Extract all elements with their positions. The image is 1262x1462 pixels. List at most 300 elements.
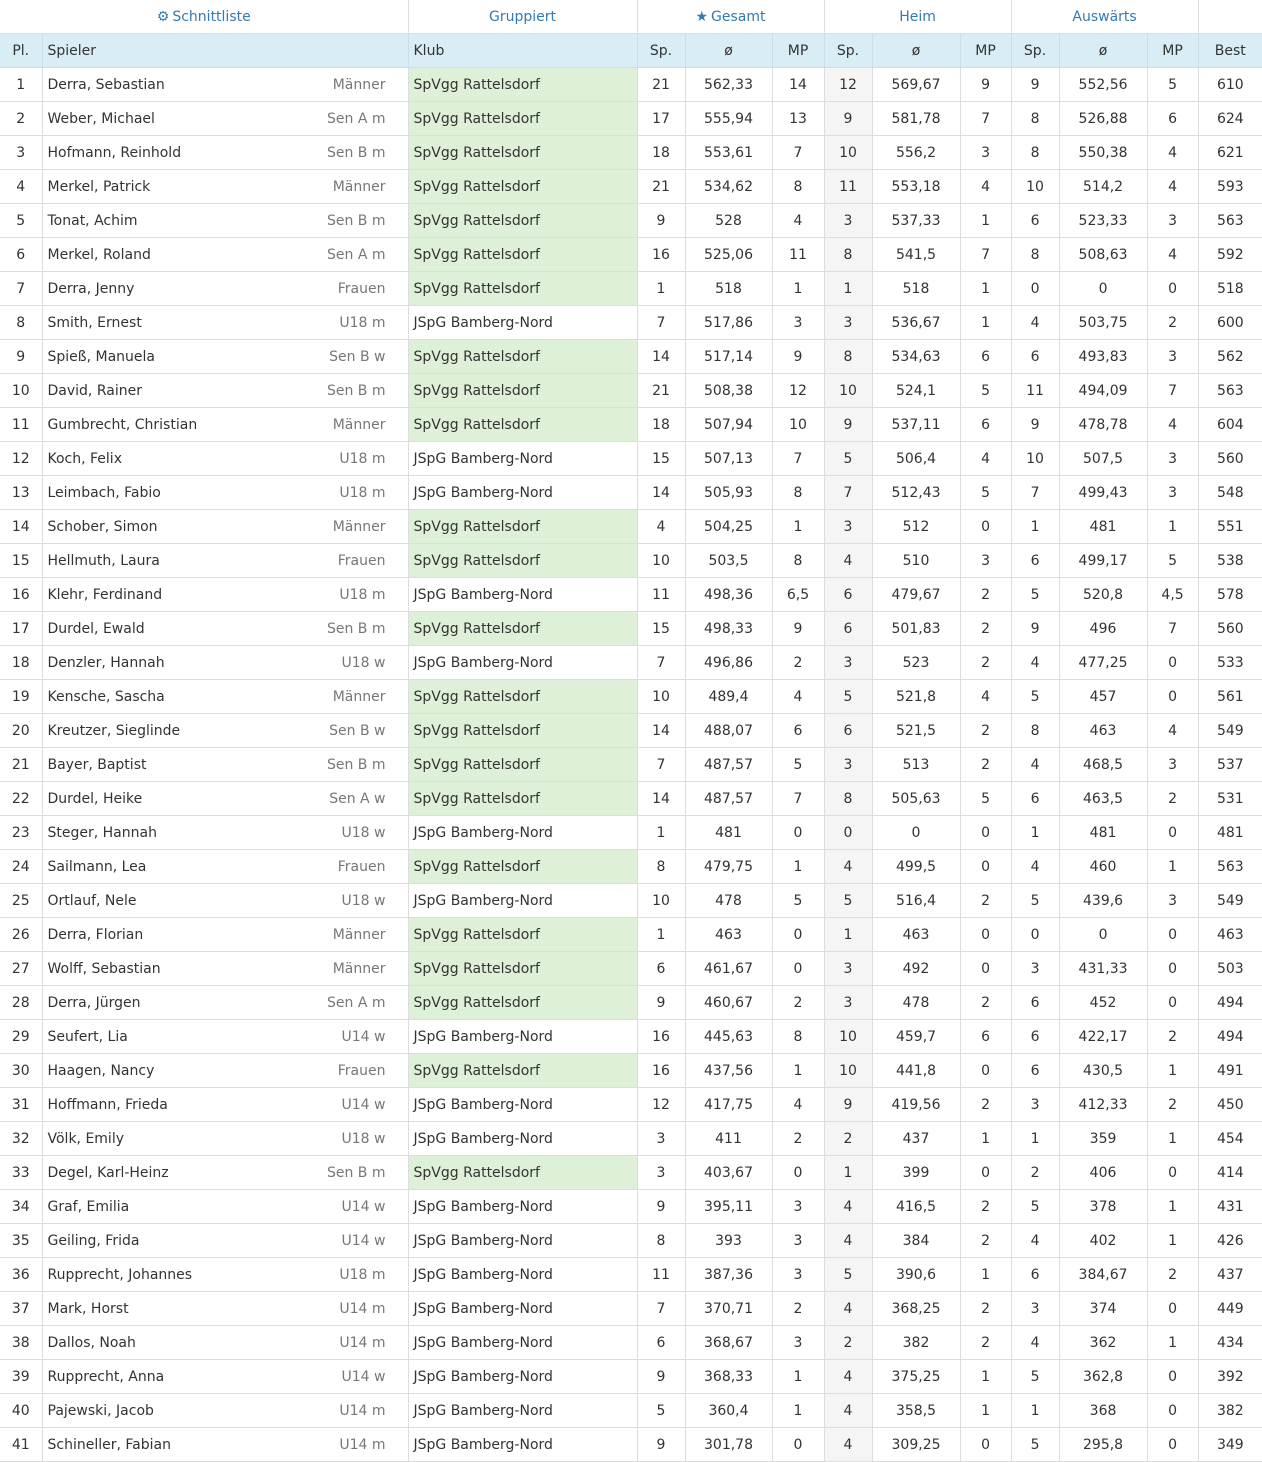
player-name[interactable]: Hofmann, Reinhold xyxy=(47,144,182,161)
player-category: U14 w xyxy=(341,1368,386,1385)
col-header-heim-mp[interactable]: MP xyxy=(960,34,1011,68)
club-cell[interactable]: SpVgg Rattelsdorf xyxy=(408,136,637,170)
best-cell: 414 xyxy=(1198,1156,1262,1190)
heim-sp-cell: 2 xyxy=(824,1122,872,1156)
gesamt-avg-cell: 487,57 xyxy=(685,748,772,782)
auswaerts-avg-cell: 481 xyxy=(1059,510,1147,544)
club-cell[interactable]: SpVgg Rattelsdorf xyxy=(408,510,637,544)
club-cell[interactable]: JSpG Bamberg-Nord xyxy=(408,1122,637,1156)
player-name[interactable]: Schineller, Fabian xyxy=(47,1436,171,1453)
auswaerts-sp-cell: 1 xyxy=(1011,1122,1059,1156)
gesamt-avg-cell: 368,67 xyxy=(685,1326,772,1360)
club-cell[interactable]: JSpG Bamberg-Nord xyxy=(408,1088,637,1122)
heim-mp-cell: 2 xyxy=(960,612,1011,646)
player-name[interactable]: Degel, Karl-Heinz xyxy=(47,1164,169,1181)
heim-sp-cell: 10 xyxy=(824,1054,872,1088)
gesamt-sp-cell: 8 xyxy=(637,850,685,884)
player-name[interactable]: Hellmuth, Laura xyxy=(47,552,160,569)
player-name[interactable]: Steger, Hannah xyxy=(47,824,157,841)
player-name[interactable]: Kreutzer, Sieglinde xyxy=(47,722,181,739)
auswaerts-mp-cell: 0 xyxy=(1147,952,1198,986)
heim-sp-cell: 3 xyxy=(824,306,872,340)
gesamt-avg-cell: 411 xyxy=(685,1122,772,1156)
gesamt-header xyxy=(637,0,824,34)
auswaerts-mp-cell: 5 xyxy=(1147,544,1198,578)
player-category: U18 m xyxy=(339,1266,386,1283)
gesamt-mp-cell: 13 xyxy=(772,102,824,136)
club-cell[interactable]: SpVgg Rattelsdorf xyxy=(408,986,637,1020)
club-cell[interactable]: SpVgg Rattelsdorf xyxy=(408,102,637,136)
club-cell[interactable]: SpVgg Rattelsdorf xyxy=(408,1156,637,1190)
heim-avg-cell: 523 xyxy=(872,646,960,680)
rank-cell: 22 xyxy=(0,782,42,816)
club-cell[interactable]: JSpG Bamberg-Nord xyxy=(408,306,637,340)
gesamt-avg-cell: 504,25 xyxy=(685,510,772,544)
club-cell[interactable]: SpVgg Rattelsdorf xyxy=(408,782,637,816)
player-cell xyxy=(42,306,408,340)
auswaerts-sp-cell: 3 xyxy=(1011,952,1059,986)
player-name[interactable]: Durdel, Ewald xyxy=(47,620,145,637)
auswaerts-mp-cell: 0 xyxy=(1147,680,1198,714)
club-cell[interactable]: SpVgg Rattelsdorf xyxy=(408,1054,637,1088)
rank-cell: 17 xyxy=(0,612,42,646)
player-cell xyxy=(42,170,408,204)
auswaerts-mp-cell: 1 xyxy=(1147,1190,1198,1224)
auswaerts-avg-cell: 295,8 xyxy=(1059,1428,1147,1462)
club-cell[interactable]: JSpG Bamberg-Nord xyxy=(408,816,637,850)
table-row xyxy=(0,1360,1262,1394)
player-category: Sen B m xyxy=(326,620,386,637)
player-category: Männer xyxy=(332,688,386,705)
auswaerts-sp-cell: 5 xyxy=(1011,884,1059,918)
player-name[interactable]: Pajewski, Jacob xyxy=(47,1402,154,1419)
player-name[interactable]: Kensche, Sascha xyxy=(47,688,165,705)
player-name[interactable]: Bayer, Baptist xyxy=(47,756,147,773)
auswaerts-sp-cell: 8 xyxy=(1011,714,1059,748)
player-name[interactable]: Hoffmann, Frieda xyxy=(47,1096,168,1113)
auswaerts-avg-cell: 457 xyxy=(1059,680,1147,714)
auswaerts-sp-cell: 1 xyxy=(1011,1394,1059,1428)
table-row xyxy=(0,102,1262,136)
club-cell[interactable]: JSpG Bamberg-Nord xyxy=(408,1224,637,1258)
col-header-spieler[interactable]: Spieler xyxy=(42,34,408,68)
table-row xyxy=(0,986,1262,1020)
gesamt-sp-cell: 11 xyxy=(637,1258,685,1292)
rank-cell: 10 xyxy=(0,374,42,408)
auswaerts-avg-cell: 503,75 xyxy=(1059,306,1147,340)
heim-mp-cell: 2 xyxy=(960,1326,1011,1360)
player-category: Sen B m xyxy=(326,756,386,773)
rank-cell: 32 xyxy=(0,1122,42,1156)
rank-cell: 23 xyxy=(0,816,42,850)
heim-mp-cell: 4 xyxy=(960,170,1011,204)
player-category: U18 w xyxy=(341,1130,386,1147)
club-cell[interactable]: JSpG Bamberg-Nord xyxy=(408,1258,637,1292)
club-cell[interactable]: JSpG Bamberg-Nord xyxy=(408,1292,637,1326)
gesamt-avg-cell: 518 xyxy=(685,272,772,306)
player-category: U18 w xyxy=(341,892,386,909)
player-name[interactable]: Leimbach, Fabio xyxy=(47,484,161,501)
club-cell[interactable]: SpVgg Rattelsdorf xyxy=(408,748,637,782)
col-header-auswaerts-mp[interactable]: MP xyxy=(1147,34,1198,68)
gesamt-mp-cell: 5 xyxy=(772,884,824,918)
gesamt-avg-cell: 403,67 xyxy=(685,1156,772,1190)
auswaerts-mp-cell: 3 xyxy=(1147,748,1198,782)
auswaerts-avg-cell: 514,2 xyxy=(1059,170,1147,204)
club-cell[interactable]: SpVgg Rattelsdorf xyxy=(408,680,637,714)
table-row xyxy=(0,748,1262,782)
player-name[interactable]: Durdel, Heike xyxy=(47,790,143,807)
player-name[interactable]: Tonat, Achim xyxy=(47,212,138,229)
auswaerts-avg-cell: 507,5 xyxy=(1059,442,1147,476)
heim-mp-cell: 6 xyxy=(960,340,1011,374)
col-header-gesamt-sp[interactable]: Sp. xyxy=(637,34,685,68)
gesamt-avg-cell: 488,07 xyxy=(685,714,772,748)
gesamt-avg-cell: 301,78 xyxy=(685,1428,772,1462)
rank-cell: 39 xyxy=(0,1360,42,1394)
player-cell xyxy=(42,374,408,408)
auswaerts-avg-cell: 499,17 xyxy=(1059,544,1147,578)
player-name[interactable]: Derra, Sebastian xyxy=(47,76,165,93)
auswaerts-mp-cell: 2 xyxy=(1147,782,1198,816)
auswaerts-avg-cell: 478,78 xyxy=(1059,408,1147,442)
player-name[interactable]: Klehr, Ferdinand xyxy=(47,586,163,603)
col-header-auswaerts-avg[interactable]: ø xyxy=(1059,34,1147,68)
best-cell: 610 xyxy=(1198,68,1262,102)
auswaerts-avg-cell: 520,8 xyxy=(1059,578,1147,612)
rank-cell: 9 xyxy=(0,340,42,374)
player-cell xyxy=(42,1054,408,1088)
heim-avg-cell: 534,63 xyxy=(872,340,960,374)
heim-avg-cell: 553,18 xyxy=(872,170,960,204)
auswaerts-sp-cell: 4 xyxy=(1011,850,1059,884)
gesamt-sp-cell: 1 xyxy=(637,816,685,850)
rank-cell: 37 xyxy=(0,1292,42,1326)
club-cell[interactable]: SpVgg Rattelsdorf xyxy=(408,340,637,374)
rank-cell: 6 xyxy=(0,238,42,272)
player-name[interactable]: Weber, Michael xyxy=(47,110,155,127)
player-name[interactable]: Merkel, Patrick xyxy=(47,178,151,195)
player-category: Frauen xyxy=(337,858,386,875)
table-row xyxy=(0,1224,1262,1258)
heim-avg-cell: 521,5 xyxy=(872,714,960,748)
table-row xyxy=(0,816,1262,850)
rank-cell: 40 xyxy=(0,1394,42,1428)
player-name[interactable]: Dallos, Noah xyxy=(47,1334,136,1351)
heim-sp-cell: 4 xyxy=(824,1394,872,1428)
heim-sp-cell: 5 xyxy=(824,442,872,476)
gesamt-sp-cell: 9 xyxy=(637,1360,685,1394)
club-cell[interactable]: SpVgg Rattelsdorf xyxy=(408,68,637,102)
club-cell[interactable]: SpVgg Rattelsdorf xyxy=(408,952,637,986)
gesamt-mp-cell: 0 xyxy=(772,1428,824,1462)
best-cell: 578 xyxy=(1198,578,1262,612)
club-cell[interactable]: JSpG Bamberg-Nord xyxy=(408,1020,637,1054)
best-cell: 454 xyxy=(1198,1122,1262,1156)
club-cell[interactable]: SpVgg Rattelsdorf xyxy=(408,374,637,408)
player-category: Sen B m xyxy=(326,144,386,161)
gesamt-avg-cell: 525,06 xyxy=(685,238,772,272)
auswaerts-avg-cell: 468,5 xyxy=(1059,748,1147,782)
table-row xyxy=(0,782,1262,816)
club-cell[interactable]: JSpG Bamberg-Nord xyxy=(408,476,637,510)
auswaerts-mp-cell: 7 xyxy=(1147,374,1198,408)
player-name[interactable]: Wolff, Sebastian xyxy=(47,960,161,977)
gesamt-mp-cell: 4 xyxy=(772,1088,824,1122)
club-cell[interactable]: JSpG Bamberg-Nord xyxy=(408,884,637,918)
player-name[interactable]: Ortlauf, Nele xyxy=(47,892,137,909)
auswaerts-sp-cell: 2 xyxy=(1011,1156,1059,1190)
gesamt-avg-cell: 534,62 xyxy=(685,170,772,204)
col-header-heim-avg[interactable]: ø xyxy=(872,34,960,68)
best-cell: 382 xyxy=(1198,1394,1262,1428)
best-cell: 481 xyxy=(1198,816,1262,850)
heim-mp-cell: 2 xyxy=(960,578,1011,612)
player-cell xyxy=(42,340,408,374)
player-category: U14 m xyxy=(339,1402,386,1419)
player-category: U18 w xyxy=(341,654,386,671)
player-name[interactable]: Rupprecht, Anna xyxy=(47,1368,165,1385)
schnittliste-link[interactable] xyxy=(157,9,251,25)
auswaerts-avg-cell: 552,56 xyxy=(1059,68,1147,102)
player-name[interactable]: Geiling, Frida xyxy=(47,1232,140,1249)
gesamt-avg-cell: 481 xyxy=(685,816,772,850)
gesamt-avg-cell: 437,56 xyxy=(685,1054,772,1088)
gear-icon: ⚙ xyxy=(156,8,170,25)
player-name[interactable]: Völk, Emily xyxy=(47,1130,125,1147)
table-row xyxy=(0,918,1262,952)
heim-mp-cell: 2 xyxy=(960,748,1011,782)
heim-sp-cell: 8 xyxy=(824,238,872,272)
best-cell: 434 xyxy=(1198,1326,1262,1360)
rank-cell: 14 xyxy=(0,510,42,544)
club-cell[interactable]: JSpG Bamberg-Nord xyxy=(408,646,637,680)
col-header-heim-sp[interactable]: Sp. xyxy=(824,34,872,68)
player-name[interactable]: Seufert, Lia xyxy=(47,1028,128,1045)
gesamt-avg-cell: 478 xyxy=(685,884,772,918)
gesamt-mp-cell: 6 xyxy=(772,714,824,748)
auswaerts-avg-cell: 439,6 xyxy=(1059,884,1147,918)
player-name[interactable]: Haagen, Nancy xyxy=(47,1062,155,1079)
gesamt-sp-cell: 14 xyxy=(637,340,685,374)
heim-mp-cell: 0 xyxy=(960,1428,1011,1462)
gesamt-avg-cell: 487,57 xyxy=(685,782,772,816)
gesamt-sp-cell: 7 xyxy=(637,646,685,680)
col-header-gesamt-avg[interactable]: ø xyxy=(685,34,772,68)
gesamt-mp-cell: 0 xyxy=(772,1156,824,1190)
gesamt-avg-cell: 387,36 xyxy=(685,1258,772,1292)
club-cell[interactable]: SpVgg Rattelsdorf xyxy=(408,714,637,748)
gesamt-mp-cell: 3 xyxy=(772,1258,824,1292)
auswaerts-avg-cell: 526,88 xyxy=(1059,102,1147,136)
player-name[interactable]: Koch, Felix xyxy=(47,450,122,467)
table-row xyxy=(0,408,1262,442)
player-cell xyxy=(42,442,408,476)
gesamt-avg-cell: 393 xyxy=(685,1224,772,1258)
heim-sp-cell: 3 xyxy=(824,510,872,544)
club-cell[interactable]: SpVgg Rattelsdorf xyxy=(408,272,637,306)
table-row xyxy=(0,1326,1262,1360)
club-cell[interactable]: JSpG Bamberg-Nord xyxy=(408,1394,637,1428)
empty-header-cell xyxy=(1198,0,1262,34)
heim-link[interactable]: Heim xyxy=(899,8,936,25)
view-selector-row xyxy=(0,0,1262,34)
player-cell xyxy=(42,510,408,544)
auswaerts-sp-cell: 0 xyxy=(1011,272,1059,306)
club-cell[interactable]: SpVgg Rattelsdorf xyxy=(408,408,637,442)
player-name[interactable]: Spieß, Manuela xyxy=(47,348,155,365)
auswaerts-mp-cell: 0 xyxy=(1147,1394,1198,1428)
best-cell: 503 xyxy=(1198,952,1262,986)
heim-sp-cell: 2 xyxy=(824,1326,872,1360)
player-category: U14 w xyxy=(341,1096,386,1113)
player-cell xyxy=(42,544,408,578)
player-name[interactable]: David, Rainer xyxy=(47,382,142,399)
auswaerts-avg-cell: 499,43 xyxy=(1059,476,1147,510)
rank-cell: 34 xyxy=(0,1190,42,1224)
auswaerts-sp-cell: 4 xyxy=(1011,1224,1059,1258)
heim-sp-cell: 6 xyxy=(824,578,872,612)
heim-sp-cell: 1 xyxy=(824,918,872,952)
auswaerts-mp-cell: 0 xyxy=(1147,816,1198,850)
heim-avg-cell: 358,5 xyxy=(872,1394,960,1428)
gesamt-mp-cell: 7 xyxy=(772,442,824,476)
col-header-auswaerts-sp[interactable]: Sp. xyxy=(1011,34,1059,68)
auswaerts-mp-cell: 2 xyxy=(1147,1020,1198,1054)
auswaerts-avg-cell: 0 xyxy=(1059,272,1147,306)
rank-cell: 16 xyxy=(0,578,42,612)
player-category: Frauen xyxy=(337,552,386,569)
gesamt-sp-cell: 16 xyxy=(637,1020,685,1054)
player-name[interactable]: Rupprecht, Johannes xyxy=(47,1266,193,1283)
player-name[interactable]: Derra, Jürgen xyxy=(47,994,141,1011)
col-header-gesamt-mp[interactable]: MP xyxy=(772,34,824,68)
player-name[interactable]: Sailmann, Lea xyxy=(47,858,147,875)
player-cell xyxy=(42,952,408,986)
gesamt-mp-cell: 4 xyxy=(772,204,824,238)
auswaerts-sp-cell: 7 xyxy=(1011,476,1059,510)
player-cell xyxy=(42,578,408,612)
player-cell xyxy=(42,272,408,306)
club-cell[interactable]: SpVgg Rattelsdorf xyxy=(408,544,637,578)
gesamt-avg-cell: 503,5 xyxy=(685,544,772,578)
player-category: Sen A m xyxy=(327,246,386,263)
player-name[interactable]: Gumbrecht, Christian xyxy=(47,416,198,433)
club-cell[interactable]: JSpG Bamberg-Nord xyxy=(408,442,637,476)
club-cell[interactable]: JSpG Bamberg-Nord xyxy=(408,1360,637,1394)
club-cell[interactable]: SpVgg Rattelsdorf xyxy=(408,170,637,204)
table-row xyxy=(0,204,1262,238)
rank-cell: 4 xyxy=(0,170,42,204)
club-cell[interactable]: SpVgg Rattelsdorf xyxy=(408,238,637,272)
club-cell[interactable]: SpVgg Rattelsdorf xyxy=(408,850,637,884)
club-cell[interactable]: JSpG Bamberg-Nord xyxy=(408,1428,637,1462)
gesamt-avg-cell: 417,75 xyxy=(685,1088,772,1122)
club-cell[interactable]: SpVgg Rattelsdorf xyxy=(408,204,637,238)
heim-mp-cell: 1 xyxy=(960,272,1011,306)
best-cell: 491 xyxy=(1198,1054,1262,1088)
auswaerts-avg-cell: 494,09 xyxy=(1059,374,1147,408)
heim-mp-cell: 0 xyxy=(960,918,1011,952)
gesamt-avg-cell: 489,4 xyxy=(685,680,772,714)
player-name[interactable]: Merkel, Roland xyxy=(47,246,151,263)
auswaerts-mp-cell: 7 xyxy=(1147,612,1198,646)
player-name[interactable]: Smith, Ernest xyxy=(47,314,142,331)
column-header-row xyxy=(0,34,1262,68)
gesamt-mp-cell: 8 xyxy=(772,544,824,578)
player-category: Männer xyxy=(332,178,386,195)
player-category: Sen A m xyxy=(327,110,386,127)
club-cell[interactable]: SpVgg Rattelsdorf xyxy=(408,612,637,646)
player-name[interactable]: Derra, Jenny xyxy=(47,280,135,297)
rank-cell: 12 xyxy=(0,442,42,476)
heim-sp-cell: 1 xyxy=(824,272,872,306)
table-row xyxy=(0,68,1262,102)
col-header-best[interactable]: Best xyxy=(1198,34,1262,68)
gesamt-sp-cell: 8 xyxy=(637,1224,685,1258)
gesamt-mp-cell: 8 xyxy=(772,170,824,204)
best-cell: 531 xyxy=(1198,782,1262,816)
table-row xyxy=(0,1190,1262,1224)
gesamt-mp-cell: 1 xyxy=(772,850,824,884)
gesamt-link[interactable] xyxy=(695,9,765,25)
rank-cell: 24 xyxy=(0,850,42,884)
player-category: Männer xyxy=(332,926,386,943)
auswaerts-mp-cell: 3 xyxy=(1147,204,1198,238)
rank-cell: 3 xyxy=(0,136,42,170)
gesamt-mp-cell: 12 xyxy=(772,374,824,408)
auswaerts-sp-cell: 11 xyxy=(1011,374,1059,408)
gesamt-avg-cell: 505,93 xyxy=(685,476,772,510)
gesamt-mp-cell: 0 xyxy=(772,952,824,986)
player-name[interactable]: Schober, Simon xyxy=(47,518,158,535)
player-cell xyxy=(42,1156,408,1190)
player-cell xyxy=(42,1394,408,1428)
rank-cell: 29 xyxy=(0,1020,42,1054)
club-cell[interactable]: SpVgg Rattelsdorf xyxy=(408,918,637,952)
auswaerts-sp-cell: 5 xyxy=(1011,1360,1059,1394)
gesamt-avg-cell: 368,33 xyxy=(685,1360,772,1394)
auswaerts-sp-cell: 9 xyxy=(1011,408,1059,442)
col-header-pl[interactable]: Pl. xyxy=(0,34,42,68)
gruppiert-link[interactable]: Gruppiert xyxy=(489,8,556,25)
heim-avg-cell: 537,11 xyxy=(872,408,960,442)
col-header-klub[interactable]: Klub xyxy=(408,34,637,68)
heim-avg-cell: 541,5 xyxy=(872,238,960,272)
heim-sp-cell: 9 xyxy=(824,408,872,442)
player-name[interactable]: Derra, Florian xyxy=(47,926,144,943)
club-cell[interactable]: JSpG Bamberg-Nord xyxy=(408,1190,637,1224)
schnittliste-label: Schnittliste xyxy=(172,8,251,25)
table-row xyxy=(0,1428,1262,1462)
player-category: U14 w xyxy=(341,1028,386,1045)
gesamt-avg-cell: 360,4 xyxy=(685,1394,772,1428)
gesamt-sp-cell: 17 xyxy=(637,102,685,136)
best-cell: 563 xyxy=(1198,850,1262,884)
club-cell[interactable]: JSpG Bamberg-Nord xyxy=(408,1326,637,1360)
auswaerts-mp-cell: 0 xyxy=(1147,918,1198,952)
player-name[interactable]: Mark, Horst xyxy=(47,1300,129,1317)
club-cell[interactable]: JSpG Bamberg-Nord xyxy=(408,578,637,612)
auswaerts-mp-cell: 4,5 xyxy=(1147,578,1198,612)
auswaerts-link[interactable]: Auswärts xyxy=(1072,8,1137,25)
player-name[interactable]: Denzler, Hannah xyxy=(47,654,165,671)
player-category: Männer xyxy=(332,76,386,93)
heim-sp-cell: 3 xyxy=(824,204,872,238)
player-name[interactable]: Graf, Emilia xyxy=(47,1198,130,1215)
gesamt-sp-cell: 7 xyxy=(637,306,685,340)
gesamt-avg-cell: 517,86 xyxy=(685,306,772,340)
